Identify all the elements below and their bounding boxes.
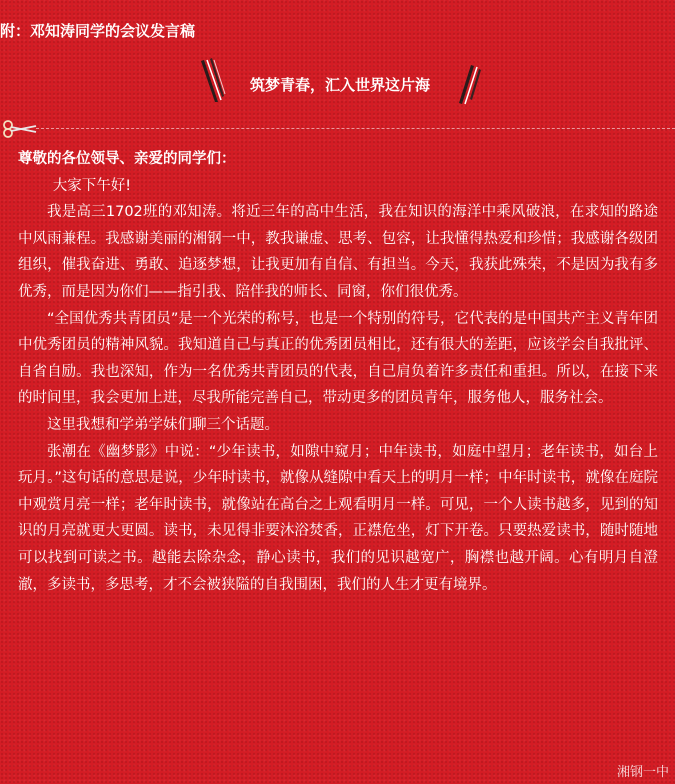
speech-body — [18, 146, 658, 598]
banner-title: 筑梦青春，汇入世界这片海 — [249, 76, 430, 94]
salutation: 尊敬的各位领导、亲爱的同学们： — [18, 151, 236, 167]
paragraph: 张潮在《幽梦影》中说：“少年读书，如隙中窥月；中年读书，如庭中望月；老年读书，如台上玩月。”这句话的意思是说，少年时读书，就像从缝隙中看天上的明月一样；中年时读书，就像在庭院中观赏月亮一样；老年时读书，就像站在高台之上观看明月一样。可见，一个人读书越多，见到的知识的月亮就更大更圆。读书，未见得非要沐浴焚香，正襟危坐，灯下开卷。只要热爱读书，随时随地可以找到可读之书。越能去除杂念，静心读书，我们的见识越宽广，胸襟也越开阔。心有明月自澄澈，多读书，多思考，才不会被狭隘的自我围困，我们的人生才更有境界。 — [18, 443, 658, 593]
greeting: 大家下午好! — [52, 177, 132, 194]
quill-pens-icon — [450, 64, 486, 110]
title-banner — [190, 58, 490, 108]
cut-line-divider — [0, 124, 675, 134]
paragraph: 这里我想和学弟学妹们聊三个话题。 — [47, 416, 279, 433]
document-heading: 附：邓知涛同学的会议发言稿 — [0, 22, 196, 40]
paragraph: 我是高三1702班的邓知涛。将近三年的高中生活，我在知识的海洋中乘风破浪，在求知的路途中风雨兼程。我感谢美丽的湘钢一中，教我谦虚、思考、包容，让我懂得热爱和珍惜；我感谢各级团组织，催我奋进、勇敢、追逐梦想，让我更加有自信、有担当。今天，我获此殊荣，不是因为我有多优秀，而是因为你们——指引我、陪伴我的师长、同窗，你们很优秀。 — [18, 204, 658, 300]
quill-pens-icon — [194, 58, 234, 108]
watermark: 湘钢一中 — [616, 765, 669, 780]
paragraph: “全国优秀共青团员”是一个光荣的称号，也是一个特别的符号，它代表的是中国共产主义青年团中优秀团员的精神风貌。我知道自己与真正的优秀团员相比，还有很大的差距，应该学会自我批评、自省自励。我也深知，作为一名优秀共青团员的代表，自己肩负着许多责任和重担。所以，在接下来的时间里，我会更加上进，尽我所能完善自己，带动更多的团员青年，服务他人，服务社会。 — [18, 310, 658, 407]
scissors-icon — [2, 120, 38, 142]
